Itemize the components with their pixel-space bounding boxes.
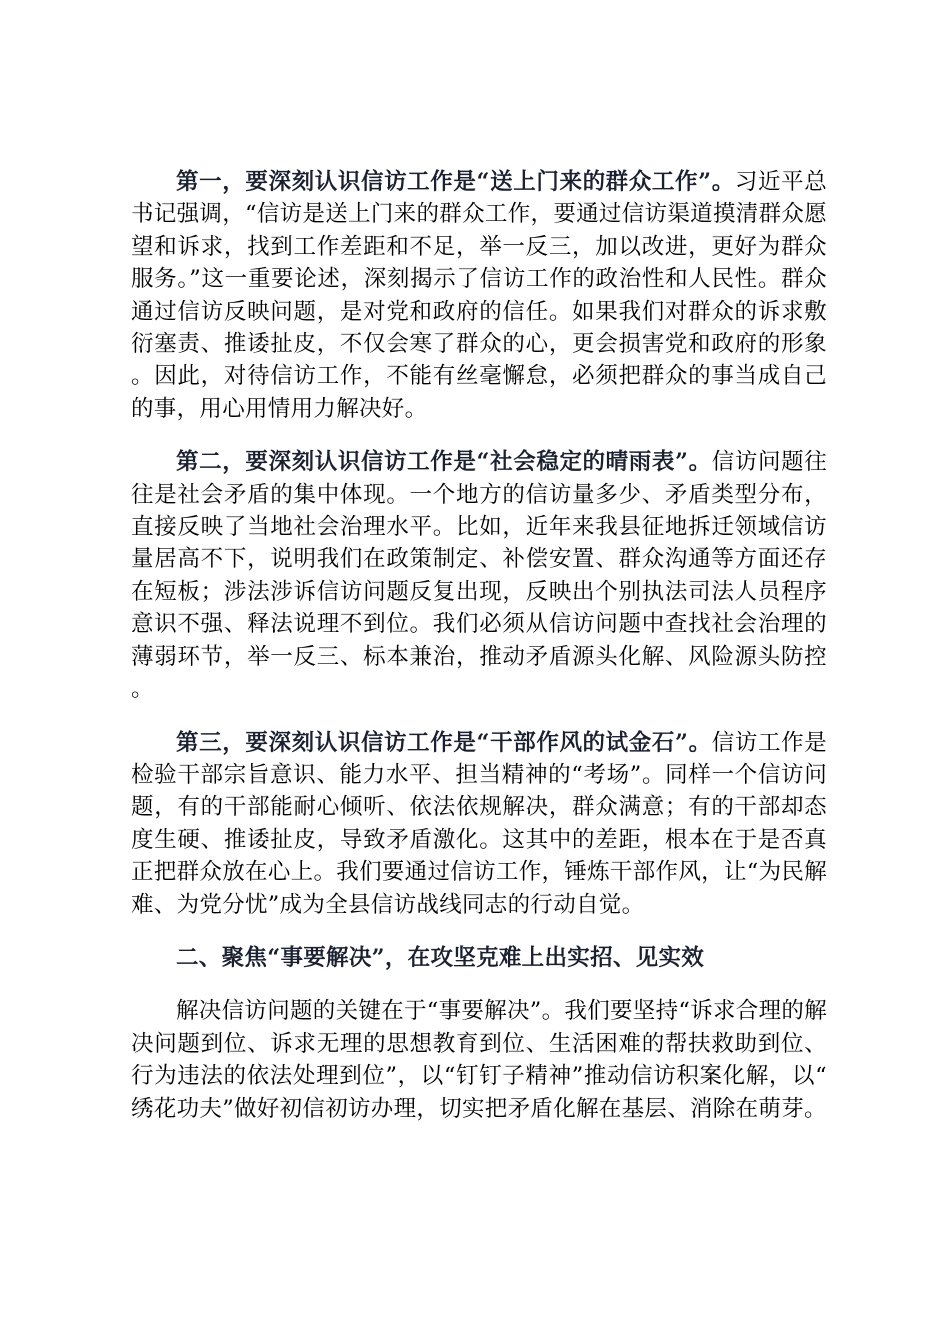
section-heading: 二、聚焦“事要解决”，在攻坚克难上出实招、见实效: [176, 944, 705, 971]
paragraph-third-point: [131, 727, 827, 921]
document-page: [131, 166, 827, 1146]
paragraph-body: 信访工作是检验干部宗旨意识、能力水平、担当精神的“考场”。同样一个信访问题，有的干部能耐心倾听、依法依规解决，群众满意；有的干部却态度生硬、推诿扯皮，导致矛盾激化。这其中的差距，根本在于是否真正把群众放在心上。我们要通过信访工作，锤炼干部作风，让“为民解难、为党分忧”成为全县信访战线同志的行动自觉。: [131, 729, 827, 918]
paragraph-lead: 第二，要深刻认识信访工作是“社会稳定的晴雨表”。: [176, 449, 712, 476]
paragraph-lead: 第一，要深刻认识信访工作是“送上门来的群众工作”。: [176, 169, 735, 195]
paragraph-lead: 第三，要深刻认识信访工作是“干部作风的试金石”。: [176, 729, 712, 756]
paragraph-body: 信访问题往往是社会矛盾的集中体现。一个地方的信访量多少、矛盾类型分布，直接反映了当地社会治理水平。比如，近年来我县征地拆迁领域信访量居高不下，说明我们在政策制定、补偿安置、群众沟通等方面还存在短板；涉法涉诉信访问题反复出现，反映出个别执法司法人员程序意识不强、释法说理不到位。我们必须从信访问题中查找社会治理的薄弱环节，举一反三、标本兼治，推动矛盾源头化解、风险源头防控。: [131, 449, 827, 703]
paragraph-second-point: [131, 446, 827, 705]
paragraph-closing: 解决信访问题的关键在于“事要解决”。我们要坚持“诉求合理的解决问题到位、诉求无理的思想教育到位、生活困难的帮扶救助到位、行为违法的依法处理到位”，以“钉钉子精神”推动信访积案化解，以“绣花功夫”做好初信初访办理，切实把矛盾化解在基层、消除在萌芽。: [131, 998, 828, 1122]
paragraph-first-point: [131, 166, 827, 425]
paragraph-body: 习近平总书记强调，“信访是送上门来的群众工作，要通过信访渠道摸清群众愿望和诉求，找到工作差距和不足，举一反三，加以改进，更好为群众服务。”这一重要论述，深刻揭示了信访工作的政治性和人民性。群众通过信访反映问题，是对党和政府的信任。如果我们对群众的诉求敷衍塞责、推诿扯皮，不仅会寒了群众的心，更会损害党和政府的形象。因此，对待信访工作，不能有丝毫懈怠，必须把群众的事当成自己的事，用心用情用力解决好。: [131, 169, 827, 422]
